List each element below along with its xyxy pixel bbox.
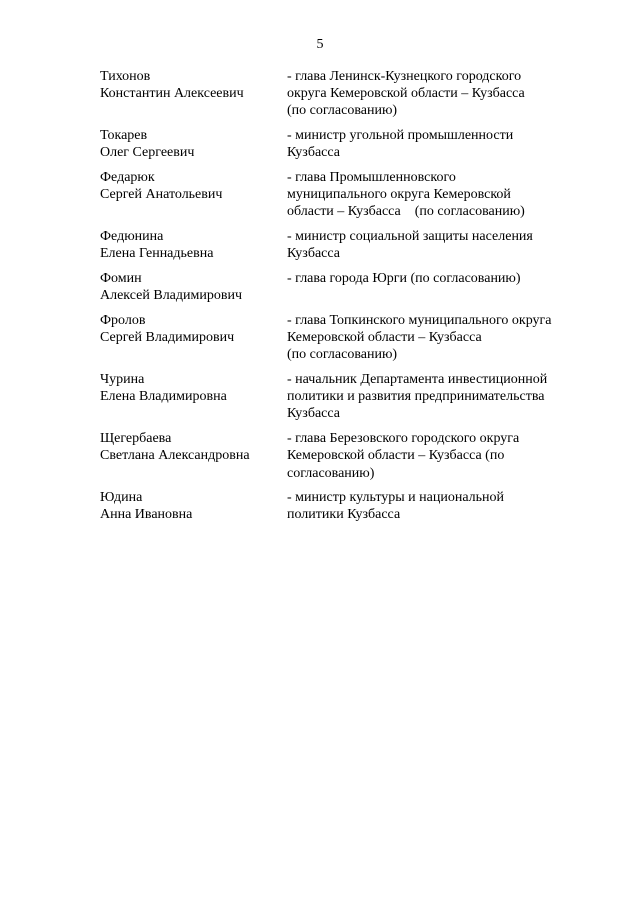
person-name: [100, 228, 287, 262]
surname: Токарев: [100, 128, 148, 144]
role-line: Кузбасса: [287, 406, 340, 422]
surname: Федарюк: [100, 170, 155, 186]
role-line: Кемеровской области – Кузбасса (по: [287, 448, 505, 464]
person-role: [287, 430, 590, 482]
person-role: [287, 489, 590, 523]
person-name: [100, 68, 287, 120]
person-role: [287, 228, 590, 262]
person-name: [100, 127, 287, 161]
given-names: Константин Алексеевич: [100, 86, 244, 102]
list-item: [100, 312, 590, 364]
surname: Федюнина: [100, 229, 164, 245]
role-line: Кузбасса: [287, 145, 340, 161]
role-line: - глава Березовского городского округа: [287, 431, 520, 447]
person-name: [100, 169, 287, 221]
given-names: Олег Сергеевич: [100, 145, 195, 161]
surname: Юдина: [100, 490, 143, 506]
list-item: [100, 68, 590, 120]
role-line: (по согласованию): [287, 103, 398, 119]
list-item: [100, 228, 590, 262]
person-role: [287, 270, 590, 304]
given-names: Алексей Владимирович: [100, 288, 243, 304]
role-line: - министр социальной защиты населения: [287, 229, 533, 245]
role-line: политики Кузбасса: [287, 507, 401, 523]
list-item: [100, 127, 590, 161]
role-line: - глава Промышленновского: [287, 170, 456, 186]
person-name: [100, 312, 287, 364]
role-line: - глава города Юрги (по согласованию): [287, 271, 521, 287]
given-names: Анна Ивановна: [100, 507, 193, 523]
person-role: [287, 169, 590, 221]
given-names: Сергей Анатольевич: [100, 187, 223, 203]
person-role: [287, 312, 590, 364]
role-line: согласованию): [287, 465, 375, 481]
role-line: - министр угольной промышленности: [287, 128, 514, 144]
role-line: (по согласованию): [287, 347, 398, 363]
surname: Фролов: [100, 312, 146, 328]
list-item: [100, 371, 590, 423]
role-line: Кузбасса: [287, 246, 340, 262]
list-item: [100, 489, 590, 523]
role-line: муниципального округа Кемеровской: [287, 187, 511, 203]
person-name: [100, 270, 287, 304]
person-role: [287, 68, 590, 120]
role-line: области – Кузбасса (по согласованию): [287, 204, 525, 220]
list-item: [100, 430, 590, 482]
role-line: Кемеровской области – Кузбасса: [287, 330, 482, 346]
role-line: политики и развития предпринимательства: [287, 389, 545, 405]
given-names: Сергей Владимирович: [100, 330, 235, 346]
given-names: Светлана Александровна: [100, 448, 250, 464]
given-names: Елена Владимировна: [100, 389, 227, 405]
surname: Тихонов: [100, 69, 151, 84]
person-role: [287, 371, 590, 423]
member-list: [100, 68, 590, 531]
role-line: округа Кемеровской области – Кузбасса: [287, 86, 525, 102]
role-line: - глава Ленинск-Кузнецкого городского: [287, 69, 522, 84]
list-item: [100, 270, 590, 304]
page-number: 5: [316, 37, 324, 52]
surname: Щегербаева: [100, 431, 172, 447]
person-role: [287, 127, 590, 161]
surname: Фомин: [100, 271, 142, 287]
role-line: - начальник Департамента инвестиционной: [287, 372, 548, 388]
person-name: [100, 371, 287, 423]
list-item: [100, 169, 590, 221]
person-name: [100, 489, 287, 523]
role-line: - глава Топкинского муниципального округа: [287, 312, 552, 328]
surname: Чурина: [100, 372, 145, 388]
given-names: Елена Геннадьевна: [100, 246, 214, 262]
person-name: [100, 430, 287, 482]
role-line: - министр культуры и национальной: [287, 490, 505, 506]
